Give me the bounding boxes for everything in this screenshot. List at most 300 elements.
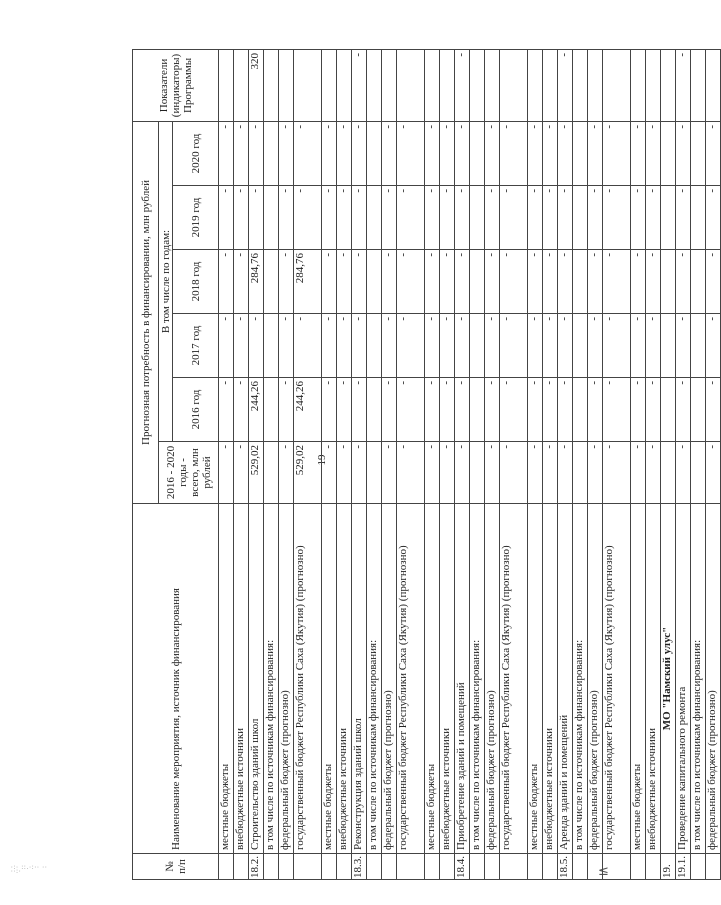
row-2017: -: [558, 314, 573, 378]
row-name: государственный бюджет Республики Саха (Якутия) (прогнозно): [603, 504, 631, 854]
row-code: [264, 854, 279, 880]
row-indicator: [543, 49, 558, 121]
row-total: -: [485, 442, 500, 504]
row-indicator: [646, 49, 661, 121]
row-2016: -: [528, 378, 543, 442]
row-2018: -: [234, 250, 249, 314]
row-name: федеральный бюджет (прогнозно): [588, 504, 603, 854]
row-2020: -: [603, 121, 631, 185]
table-row: [676, 49, 691, 879]
financing-table: [132, 49, 721, 880]
table-row: [440, 49, 455, 879]
row-total: -: [382, 442, 397, 504]
row-2016: -: [646, 378, 661, 442]
table-row: [528, 49, 543, 879]
row-2017: -: [603, 314, 631, 378]
row-2020: -: [337, 121, 352, 185]
row-code: [528, 854, 543, 880]
row-indicator: [573, 49, 588, 121]
row-2017: [470, 314, 485, 378]
row-2020: -: [543, 121, 558, 185]
row-2019: -: [676, 186, 691, 250]
row-indicator: [337, 49, 352, 121]
row-2016: [661, 378, 676, 442]
row-name: Аренда зданий и помещений: [558, 504, 573, 854]
table-row: [337, 49, 352, 879]
row-indicator: [322, 49, 337, 121]
row-2018: -: [485, 250, 500, 314]
header-num: № п/п: [133, 854, 219, 880]
row-total: -: [279, 442, 294, 504]
row-2019: [470, 186, 485, 250]
row-2017: -: [485, 314, 500, 378]
row-2017: -: [382, 314, 397, 378]
row-name: Строительство зданий школ: [249, 504, 264, 854]
row-code: 18.4.: [455, 854, 470, 880]
row-2017: -: [528, 314, 543, 378]
row-2017: -: [543, 314, 558, 378]
row-2016: -: [440, 378, 455, 442]
row-2018: [661, 250, 676, 314]
row-2017: -: [706, 314, 721, 378]
row-2016: -: [337, 378, 352, 442]
row-2016: -: [485, 378, 500, 442]
row-2020: [264, 121, 279, 185]
row-2017: -: [631, 314, 646, 378]
row-name: внебюджетные источники: [337, 504, 352, 854]
row-2020: -: [249, 121, 264, 185]
table-row: [279, 49, 294, 879]
row-total: -: [322, 442, 337, 504]
row-2019: -: [706, 186, 721, 250]
row-name: федеральный бюджет (прогнозно): [382, 504, 397, 854]
scan-artifact: ·:· ::.·:·· ·· ··:·: [10, 864, 47, 875]
row-total: -: [588, 442, 603, 504]
row-2020: [470, 121, 485, 185]
row-name: федеральный бюджет (прогнозно): [279, 504, 294, 854]
row-2016: -: [676, 378, 691, 442]
row-indicator: [603, 49, 631, 121]
row-total: [367, 442, 382, 504]
row-2019: -: [485, 186, 500, 250]
row-2020: -: [425, 121, 440, 185]
row-2018: -: [646, 250, 661, 314]
row-2020: [691, 121, 706, 185]
table-row: [573, 49, 588, 879]
row-2016: -: [425, 378, 440, 442]
row-2019: -: [322, 186, 337, 250]
row-indicator: -: [352, 49, 367, 121]
row-2016: [470, 378, 485, 442]
row-code: [294, 854, 322, 880]
row-2018: -: [219, 250, 234, 314]
row-2017: -: [500, 314, 528, 378]
page-number: 19: [316, 454, 328, 466]
table-row: [661, 49, 676, 879]
row-name: федеральный бюджет (прогнозно): [485, 504, 500, 854]
row-2020: -: [352, 121, 367, 185]
row-total: 529,02: [249, 442, 264, 504]
row-name: местные бюджеты: [322, 504, 337, 854]
row-name: государственный бюджет Республики Саха (Якутия) (прогнозно): [397, 504, 425, 854]
table-body: [219, 49, 721, 879]
table-row: [264, 49, 279, 879]
row-2017: -: [440, 314, 455, 378]
row-2016: -: [631, 378, 646, 442]
row-indicator: [706, 49, 721, 121]
row-2016: -: [455, 378, 470, 442]
row-2016: [691, 378, 706, 442]
row-2018: [264, 250, 279, 314]
row-2017: -: [249, 314, 264, 378]
row-2019: -: [397, 186, 425, 250]
row-2016: -: [382, 378, 397, 442]
row-2020: -: [528, 121, 543, 185]
table-row: [322, 49, 337, 879]
row-2020: -: [219, 121, 234, 185]
row-2016: [367, 378, 382, 442]
row-indicator: [397, 49, 425, 121]
header-2018: 2018 год: [173, 250, 219, 314]
row-2016: [573, 378, 588, 442]
table-row: [558, 49, 573, 879]
row-2018: -: [588, 250, 603, 314]
row-2018: [367, 250, 382, 314]
row-name: внебюджетные источники: [543, 504, 558, 854]
row-total: -: [425, 442, 440, 504]
row-2020: -: [500, 121, 528, 185]
row-2018: -: [440, 250, 455, 314]
row-indicator: [219, 49, 234, 121]
row-total: [470, 442, 485, 504]
row-2016: -: [588, 378, 603, 442]
row-code: [603, 854, 631, 880]
row-2020: -: [397, 121, 425, 185]
row-2018: -: [603, 250, 631, 314]
row-total: [573, 442, 588, 504]
row-2019: [264, 186, 279, 250]
row-indicator: [234, 49, 249, 121]
row-2019: -: [294, 186, 322, 250]
table-row: [367, 49, 382, 879]
row-code: [691, 854, 706, 880]
row-code: 19.: [661, 854, 676, 880]
row-indicator: [588, 49, 603, 121]
row-2017: -: [352, 314, 367, 378]
row-2020: [661, 121, 676, 185]
row-2018: -: [322, 250, 337, 314]
row-2019: -: [500, 186, 528, 250]
table-row: [588, 49, 603, 879]
row-total: -: [219, 442, 234, 504]
row-name: местные бюджеты: [528, 504, 543, 854]
row-total: [691, 442, 706, 504]
table-row: [485, 49, 500, 879]
row-code: 18.3.: [352, 854, 367, 880]
row-2019: -: [646, 186, 661, 250]
row-2017: -: [294, 314, 322, 378]
row-2019: [691, 186, 706, 250]
row-total: 529,02: [294, 442, 322, 504]
row-indicator: [264, 49, 279, 121]
row-2019: -: [558, 186, 573, 250]
row-indicator: [500, 49, 528, 121]
row-name: в том числе по источникам финансирования:: [573, 504, 588, 854]
table-row: [397, 49, 425, 879]
row-code: [322, 854, 337, 880]
row-2016: -: [279, 378, 294, 442]
table-row: [500, 49, 528, 879]
header-by-years: В том числе по годам:: [159, 121, 173, 441]
row-2016: -: [543, 378, 558, 442]
table-row: [603, 49, 631, 879]
row-code: [367, 854, 382, 880]
row-2017: -: [322, 314, 337, 378]
row-total: -: [234, 442, 249, 504]
row-code: [382, 854, 397, 880]
row-indicator: [661, 49, 676, 121]
row-2020: -: [234, 121, 249, 185]
row-code: [500, 854, 528, 880]
row-2016: [264, 378, 279, 442]
row-code: 19.1.: [676, 854, 691, 880]
row-2020: [367, 121, 382, 185]
row-name: в том числе по источникам финансирования:: [470, 504, 485, 854]
row-2020: -: [455, 121, 470, 185]
row-2020: [573, 121, 588, 185]
row-2020: -: [646, 121, 661, 185]
row-2018: [573, 250, 588, 314]
row-2020: -: [631, 121, 646, 185]
row-2016: 244,26: [249, 378, 264, 442]
row-2017: -: [588, 314, 603, 378]
row-2018: -: [397, 250, 425, 314]
row-2020: -: [322, 121, 337, 185]
row-2019: -: [440, 186, 455, 250]
row-total: -: [543, 442, 558, 504]
row-indicator: [367, 49, 382, 121]
row-2017: [264, 314, 279, 378]
row-2020: -: [294, 121, 322, 185]
row-indicator: [470, 49, 485, 121]
row-total: -: [558, 442, 573, 504]
row-2016: -: [352, 378, 367, 442]
row-2019: -: [382, 186, 397, 250]
row-code: 18.5.: [558, 854, 573, 880]
edge-mark: ≤: [598, 864, 609, 879]
row-indicator: [631, 49, 646, 121]
row-code: [279, 854, 294, 880]
row-2018: -: [543, 250, 558, 314]
row-2017: [367, 314, 382, 378]
row-2017: -: [425, 314, 440, 378]
row-name: внебюджетные источники: [440, 504, 455, 854]
row-total: -: [500, 442, 528, 504]
row-code: [337, 854, 352, 880]
table-row: [631, 49, 646, 879]
row-2017: -: [219, 314, 234, 378]
row-indicator: [485, 49, 500, 121]
row-indicator: [294, 49, 322, 121]
row-2017: -: [676, 314, 691, 378]
row-total: -: [631, 442, 646, 504]
row-2020: -: [676, 121, 691, 185]
row-2019: -: [543, 186, 558, 250]
table-row: [543, 49, 558, 879]
row-2017: [573, 314, 588, 378]
row-code: 18.2.: [249, 854, 264, 880]
row-total: [661, 442, 676, 504]
rotated-table-wrapper: [132, 50, 718, 880]
row-2016: -: [603, 378, 631, 442]
row-2017: -: [646, 314, 661, 378]
table-row: [425, 49, 440, 879]
row-2018: [470, 250, 485, 314]
row-2019: -: [603, 186, 631, 250]
row-2016: -: [397, 378, 425, 442]
row-2016: -: [322, 378, 337, 442]
header-total: 2016 - 2020 годы - всего, млн рублей: [159, 442, 219, 504]
row-name: государственный бюджет Республики Саха (Якутия) (прогнозно): [500, 504, 528, 854]
row-2019: -: [588, 186, 603, 250]
row-2019: -: [337, 186, 352, 250]
row-code: [397, 854, 425, 880]
row-2017: [691, 314, 706, 378]
row-2019: [573, 186, 588, 250]
table-row: [234, 49, 249, 879]
row-2019: -: [279, 186, 294, 250]
row-indicator: [279, 49, 294, 121]
row-2020: -: [382, 121, 397, 185]
row-total: -: [352, 442, 367, 504]
row-2019: [661, 186, 676, 250]
row-indicator: [528, 49, 543, 121]
row-name: в том числе по источникам финансирования:: [691, 504, 706, 854]
header-need-group: Прогнозная потребность в финансировании, млн рублей: [133, 121, 159, 503]
row-name: в том числе по источникам финансирования:: [367, 504, 382, 854]
row-2017: -: [234, 314, 249, 378]
row-name: Приобретение зданий и помещений: [455, 504, 470, 854]
row-2016: 244,26: [294, 378, 322, 442]
row-name: государственный бюджет Республики Саха (Якутия) (прогнозно): [294, 504, 322, 854]
row-2019: -: [352, 186, 367, 250]
table-row: [470, 49, 485, 879]
row-2018: -: [352, 250, 367, 314]
row-name: местные бюджеты: [219, 504, 234, 854]
row-code: [543, 854, 558, 880]
header-2019: 2019 год: [173, 186, 219, 250]
row-2018: -: [337, 250, 352, 314]
row-indicator: 320: [249, 49, 264, 121]
row-name: федеральный бюджет (прогнозно): [706, 504, 721, 854]
row-2016: -: [234, 378, 249, 442]
row-2017: [661, 314, 676, 378]
row-2017: -: [279, 314, 294, 378]
table-row: [691, 49, 706, 879]
row-code: [706, 854, 721, 880]
row-2018: -: [528, 250, 543, 314]
row-2019: -: [425, 186, 440, 250]
row-2016: -: [558, 378, 573, 442]
row-total: -: [337, 442, 352, 504]
table-row: [455, 49, 470, 879]
row-code: [234, 854, 249, 880]
row-2020: -: [588, 121, 603, 185]
header-2017: 2017 год: [173, 314, 219, 378]
row-2020: -: [706, 121, 721, 185]
row-total: -: [440, 442, 455, 504]
row-2020: -: [485, 121, 500, 185]
row-2019: -: [234, 186, 249, 250]
table-row: [294, 49, 322, 879]
row-name: Проведение капитального ремонта: [676, 504, 691, 854]
row-2019: -: [528, 186, 543, 250]
row-2019: -: [455, 186, 470, 250]
row-code: [588, 854, 603, 880]
row-2018: -: [676, 250, 691, 314]
row-code: [425, 854, 440, 880]
row-code: [646, 854, 661, 880]
row-total: -: [455, 442, 470, 504]
table-row: [646, 49, 661, 879]
row-2018: -: [558, 250, 573, 314]
row-2017: -: [337, 314, 352, 378]
row-indicator: -: [676, 49, 691, 121]
row-indicator: [691, 49, 706, 121]
row-2016: -: [706, 378, 721, 442]
row-2018: -: [279, 250, 294, 314]
row-2018: -: [631, 250, 646, 314]
row-2019: -: [219, 186, 234, 250]
row-2018: -: [706, 250, 721, 314]
row-2019: [367, 186, 382, 250]
row-2019: -: [249, 186, 264, 250]
row-name: в том числе по источникам финансирования:: [264, 504, 279, 854]
row-name: местные бюджеты: [425, 504, 440, 854]
row-2018: 284,76: [294, 250, 322, 314]
row-indicator: [382, 49, 397, 121]
header-indicators: Показатели (индикаторы) Программы: [133, 49, 219, 121]
row-name: внебюджетные источники: [646, 504, 661, 854]
header-name: Наименование мероприятия, источник финансирования: [133, 504, 219, 854]
row-name: Реконструкция зданий школ: [352, 504, 367, 854]
row-code: [485, 854, 500, 880]
row-total: -: [603, 442, 631, 504]
row-total: -: [528, 442, 543, 504]
row-2017: -: [455, 314, 470, 378]
row-2018: [691, 250, 706, 314]
row-2016: -: [500, 378, 528, 442]
row-2018: -: [500, 250, 528, 314]
row-2016: -: [219, 378, 234, 442]
row-name: местные бюджеты: [631, 504, 646, 854]
row-2017: -: [397, 314, 425, 378]
row-2018: -: [455, 250, 470, 314]
row-code: [219, 854, 234, 880]
row-total: -: [676, 442, 691, 504]
row-2020: -: [279, 121, 294, 185]
row-total: [264, 442, 279, 504]
row-total: -: [646, 442, 661, 504]
table-row: [382, 49, 397, 879]
table-row: [219, 49, 234, 879]
row-indicator: [425, 49, 440, 121]
row-indicator: [440, 49, 455, 121]
row-code: [470, 854, 485, 880]
row-code: [573, 854, 588, 880]
row-name: МО "Намский улус": [661, 504, 676, 854]
header-2016: 2016 год: [173, 378, 219, 442]
